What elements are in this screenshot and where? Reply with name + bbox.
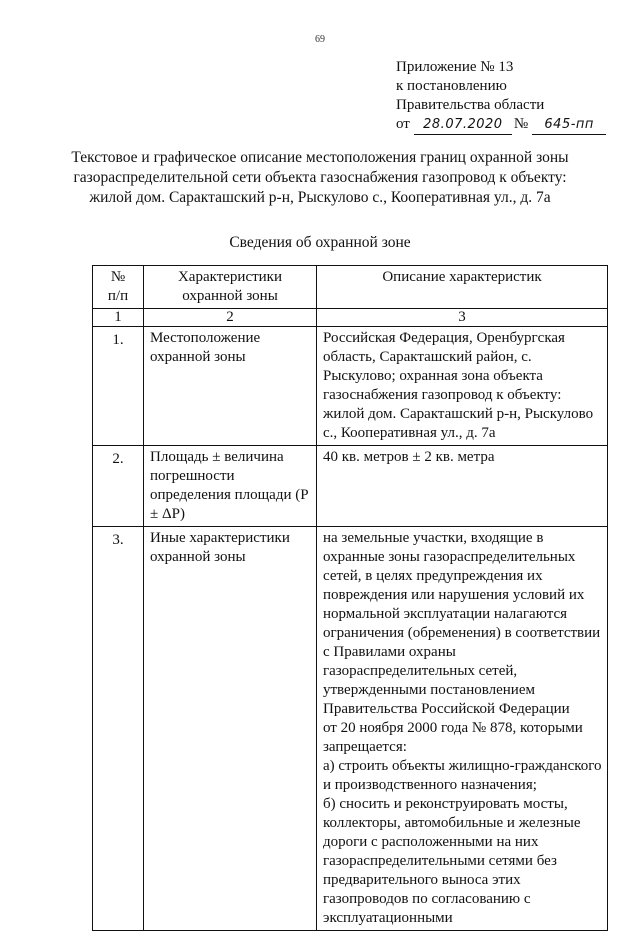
page-number: 69 (315, 34, 325, 45)
table-row (93, 327, 608, 446)
row-number: 3. (93, 527, 144, 931)
document-title: Текстовое и графическое описание местоположения границ охранной зоны газораспределительной сети объекта газоснабжения газопровод к объекту: жилой дом. Саракташский р-н, Рыскулово с., Кооперативная ул., д. 7а (71, 149, 569, 206)
appendix-date-row (396, 115, 606, 135)
table-row (93, 446, 608, 527)
table-row (93, 527, 608, 931)
from-label: от (396, 116, 410, 132)
index-cell-3: 3 (317, 309, 608, 327)
row-characteristic: Иные характеристики охранной зоны (144, 527, 317, 931)
table-index-row (93, 309, 608, 327)
table-header-row (93, 266, 608, 309)
row-description: на земельные участки, входящие в охранные зоны газораспределительных сетей, в целях предупреждения их повреждения или нарушения условий их нормальной эксплуатации налагаются ограничения (обременения) в соответствии с Правилами охраны газораспределительных сетей, утвержденными постановлением Правительства Российской Федерации от 20 ноября 2000 года № 878, которыми запрещается: а) строить объекты жилищно-гражданского и производственного назначения; б) сносить и реконструировать мосты, коллекторы, автомобильные и железные дороги с расположенными на них газораспределительными сетями без предварительного выноса этих газопроводов по согласованию с эксплуатационными (317, 527, 608, 931)
handwritten-date: 28.07.2020 (414, 115, 512, 135)
index-cell-2: 2 (144, 309, 317, 327)
appendix-line-1: Приложение № 13 (396, 59, 514, 75)
header-number: № п/п (93, 266, 144, 309)
section-subtitle: Сведения об охранной зоне (229, 234, 411, 251)
header-characteristic: Характеристики охранной зоны (144, 266, 317, 309)
index-cell-1: 1 (93, 309, 144, 327)
appendix-header (396, 58, 606, 135)
handwritten-number: 645-пп (532, 115, 606, 135)
row-characteristic: Площадь ± величина погрешности определения площади (Р ± ΔР) (144, 446, 317, 527)
row-number: 2. (93, 446, 144, 527)
number-label: № (513, 116, 529, 132)
zone-info-table (92, 265, 608, 931)
appendix-line-2: к постановлению (396, 78, 507, 94)
appendix-line-3: Правительства области (396, 97, 545, 113)
row-description: 40 кв. метров ± 2 кв. метра (317, 446, 608, 527)
header-description: Описание характеристик (317, 266, 608, 309)
row-description: Российская Федерация, Оренбургская область, Саракташский район, с. Рыскулово; охранная зона объекта газоснабжения газопровод к объекту: жилой дом. Саракташский р-н, Рыскулово с., Кооперативная ул., д. 7а (317, 327, 608, 446)
row-characteristic: Местоположение охранной зоны (144, 327, 317, 446)
row-number: 1. (93, 327, 144, 446)
